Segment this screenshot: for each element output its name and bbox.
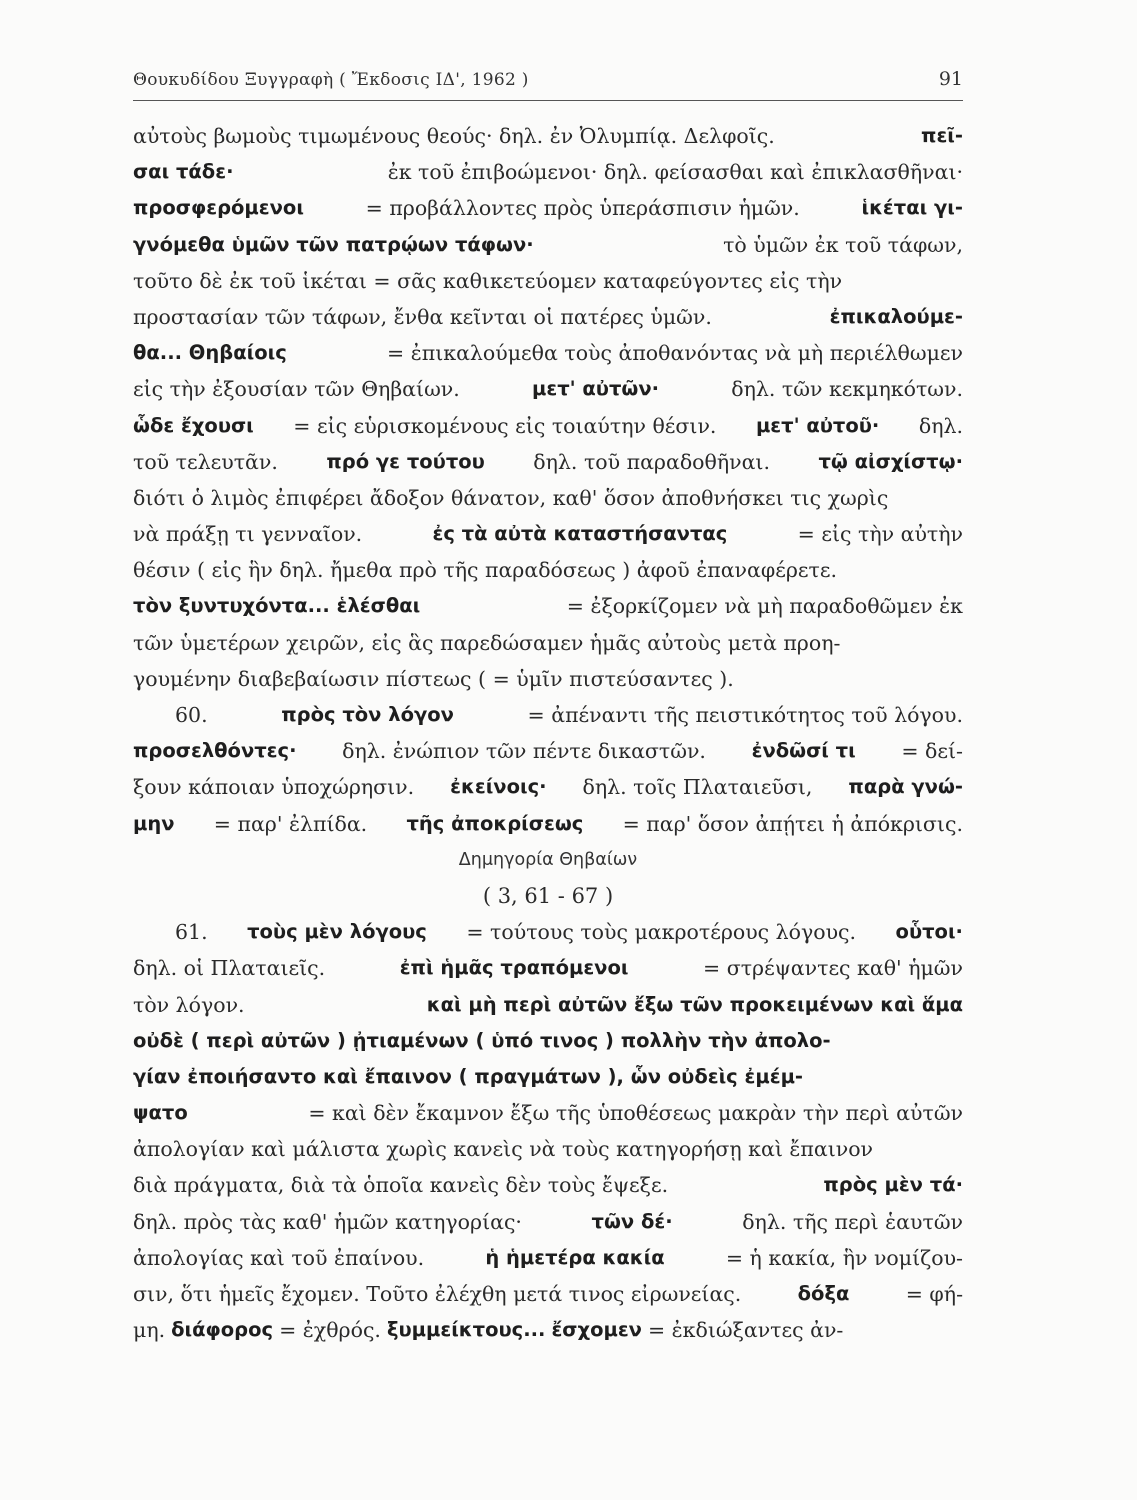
text-line [133, 190, 963, 226]
gloss: = παρ' ἐλπίδα. [213, 811, 368, 836]
text-line [133, 408, 963, 444]
section-heading: Δημηγορία Θηβαίων [458, 849, 638, 870]
header-title: Θουκυδίδου Ξυγγραφὴ ( Ἔκδοσις ΙΔ', 1962 ) [133, 70, 529, 90]
lemma: τοὺς μὲν λόγους [247, 920, 427, 944]
gloss: = καὶ δὲν ἔκαμνον ἔξω τῆς ὑποθέσεως μακρὰν τὴν περὶ αὐτῶν [308, 1101, 963, 1126]
lemma: γνόμεθα ὑμῶν τῶν πατρῴων τάφων· [133, 232, 534, 256]
gloss: ἀπολογίαν καὶ μάλιστα χωρὶς κανεὶς νὰ τοὺς κατηγορήσῃ καὶ ἔπαινον [133, 1137, 874, 1162]
gloss: τοῦ τελευτᾶν. [133, 449, 278, 474]
text-line [133, 1276, 963, 1312]
lemma: σαι τάδε· [133, 160, 234, 184]
text-line [133, 1204, 963, 1240]
lemma: τῷ αἰσχίστῳ· [818, 449, 963, 473]
gloss: δηλ. πρὸς τὰς καθ' ἡμῶν κατηγορίας· [133, 1209, 522, 1234]
text-line [133, 335, 963, 371]
text-line [133, 878, 963, 914]
commentary-body [133, 118, 963, 1348]
gloss: δηλ. τοῦ παραδοθῆναι. [533, 449, 770, 474]
gloss: δηλ. οἱ Πλαταιεῖς. [133, 956, 326, 981]
gloss: ἀπολογίας καὶ τοῦ ἐπαίνου. [133, 1245, 425, 1270]
text-line [133, 1131, 963, 1167]
lemma: γίαν ἐποιήσαντο καὶ ἔπαινον ( πραγμάτων ), ὧν οὐδεὶς ἐμέμ- [133, 1064, 804, 1088]
gloss: = ἐκδιώξαντες ἀν- [647, 1318, 844, 1343]
text-line [133, 806, 963, 842]
lemma: πρό γε τούτου [326, 449, 485, 473]
text-line [133, 444, 963, 480]
text-line [133, 154, 963, 190]
lemma: παρὰ γνώ- [848, 775, 963, 799]
text-line [133, 588, 963, 624]
gloss: 60. [175, 703, 208, 727]
text-line [133, 118, 963, 154]
gloss: διὰ πράγματα, διὰ τὰ ὁποῖα κανεὶς δὲν τοὺς ἔψεξε. [133, 1173, 669, 1198]
gloss: = ἡ κακία, ἣν νομίζου- [725, 1245, 963, 1270]
lemma: πεῖ- [921, 124, 963, 147]
text-line [133, 1059, 963, 1095]
text-line [133, 950, 963, 986]
lemma: οὐδὲ ( περὶ αὐτῶν ) ᾐτιαμένων ( ὑπό τινος ) πολλὴν τὴν ἀπολο- [133, 1028, 831, 1052]
text-line [133, 733, 963, 769]
gloss: γουμένην διαβεβαίωσιν πίστεως ( = ὑμῖν πιστεύσαντες ). [133, 666, 734, 691]
gloss: = παρ' ὅσον ἀπῄτει ἡ ἀπόκρισις. [622, 811, 963, 836]
text-line [133, 299, 963, 335]
gloss: δηλ. ἐνώπιον τῶν πέντε δικαστῶν. [342, 739, 706, 764]
gloss: = ἐπικαλούμεθα τοὺς ἀποθανόντας νὰ μὴ περιέλθωμεν [387, 341, 963, 366]
lemma: ψατο [133, 1101, 188, 1125]
text-line [133, 1023, 963, 1059]
text-line [133, 987, 963, 1023]
text-line [133, 625, 963, 661]
gloss: προστασίαν τῶν τάφων, ἔνθα κεῖνται οἱ πατέρες ὑμῶν. [133, 304, 712, 329]
gloss: θέσιν ( εἰς ἣν δηλ. ἤμεθα πρὸ τῆς παραδόσεως ) ἀφοῦ ἐπαναφέρετε. [133, 558, 837, 583]
gloss: = δεί- [901, 739, 963, 764]
lemma: ἐνδῶσί τι [751, 739, 856, 763]
gloss: τὸν λόγον. [133, 992, 245, 1017]
lemma: καὶ μὴ περὶ αὐτῶν ἔξω τῶν προκειμένων καὶ ἅμα [426, 992, 963, 1016]
gloss: τὸ ὑμῶν ἐκ τοῦ τάφων, [723, 232, 963, 257]
text-line [133, 480, 963, 516]
gloss: αὐτοὺς βωμοὺς τιμωμένους θεούς· δηλ. ἐν Ὀλυμπίᾳ. Δελφοῖς. [133, 124, 775, 148]
text-line [133, 516, 963, 552]
gloss: = εἰς εὑρισκομένους εἰς τοιαύτην θέσιν. [293, 413, 717, 438]
lemma: ἐπὶ ἡμᾶς τραπόμενοι [399, 956, 629, 980]
gloss: δηλ. τῆς περὶ ἑαυτῶν [742, 1209, 963, 1234]
gloss: = στρέψαντες καθ' ἡμῶν [703, 956, 963, 981]
lemma: ἱκέται γι- [861, 196, 963, 220]
lemma: ξυμμείκτους... [386, 1318, 546, 1342]
lemma: προσφερόμενοι [133, 196, 304, 220]
lemma: διάφορος [171, 1318, 274, 1342]
lemma: τὸν ξυντυχόντα... ἑλέσθαι [133, 594, 421, 618]
section-reference: ( 3, 61 - 67 ) [482, 883, 614, 908]
gloss: = προβάλλοντες πρὸς ὑπεράσπισιν ἡμῶν. [365, 196, 800, 221]
text-line [133, 1095, 963, 1131]
text-line [133, 842, 963, 878]
lemma: πρὸς μὲν τά· [823, 1173, 963, 1197]
text-line [133, 263, 963, 299]
gloss: δηλ. [918, 413, 963, 438]
lemma: μην [133, 811, 175, 835]
gloss: σιν, ὅτι ἡμεῖς ἔχομεν. Τοῦτο ἐλέχθη μετά τινος εἰρωνείας. [133, 1282, 742, 1306]
text-line [133, 769, 963, 805]
text-line [133, 552, 963, 588]
text-line [133, 1167, 963, 1203]
gloss: ἐκ τοῦ ἐπιβοώμενοι· δηλ. φείσασθαι καὶ ἐπικλασθῆναι· [387, 160, 963, 185]
lemma: τῶν δέ· [591, 1209, 673, 1233]
gloss: = τούτους τοὺς μακροτέρους λόγους. [466, 920, 857, 945]
gloss: μη. [133, 1318, 166, 1343]
gloss: = ἐξορκίζομεν νὰ μὴ παραδοθῶμεν ἐκ [566, 594, 963, 619]
text-line [133, 697, 963, 733]
text-line [133, 371, 963, 407]
lemma: ἐπικαλούμε- [829, 304, 963, 328]
gloss: = εἰς τὴν αὐτὴν [797, 522, 963, 547]
lemma: ὧδε ἔχουσι [133, 413, 254, 437]
gloss: = ἐχθρός. [279, 1318, 381, 1343]
lemma: ἐκείνοις· [450, 775, 547, 799]
lemma: ἐς τὰ αὐτὰ καταστήσαντας [432, 522, 728, 546]
gloss: εἰς τὴν ἐξουσίαν τῶν Θηβαίων. [133, 377, 460, 402]
page-number: 91 [938, 68, 963, 90]
gloss: ξουν κάποιαν ὑποχώρησιν. [133, 775, 415, 800]
gloss: 61. [175, 920, 208, 945]
text-line [133, 1312, 963, 1348]
gloss: = ἀπέναντι τῆς πειστικότητος τοῦ λόγου. [527, 703, 963, 727]
lemma: τῆς ἀποκρίσεως [406, 811, 584, 835]
text-line [133, 1240, 963, 1276]
gloss: τῶν ὑμετέρων χειρῶν, εἰς ἃς παρεδώσαμεν ἡμᾶς αὐτοὺς μετὰ προη- [133, 630, 841, 655]
gloss: δηλ. τῶν κεκμηκότων. [731, 377, 963, 402]
lemma: δόξα [797, 1282, 850, 1305]
lemma: πρὸς τὸν λόγον [281, 703, 454, 726]
gloss: δηλ. τοῖς Πλαταιεῦσι, [582, 775, 813, 800]
gloss: νὰ πράξῃ τι γενναῖον. [133, 522, 363, 547]
lemma: οὗτοι· [895, 920, 963, 944]
text-line [133, 914, 963, 950]
lemma: προσελθόντες· [133, 739, 297, 763]
lemma: μετ' αὐτοῦ· [755, 413, 880, 437]
gloss: = φή- [905, 1282, 963, 1306]
lemma: θα... Θηβαίοις [133, 341, 287, 365]
lemma: ἔσχομεν [551, 1318, 642, 1342]
lemma: ἡ ἡμετέρα κακία [485, 1245, 665, 1269]
text-line [133, 661, 963, 697]
gloss: διότι ὁ λιμὸς ἐπιφέρει ἄδοξον θάνατον, καθ' ὅσον ἀποθνήσκει τις χωρὶς [133, 485, 889, 510]
running-header [133, 68, 963, 101]
text-line [133, 227, 963, 263]
lemma: μετ' αὐτῶν· [531, 377, 660, 401]
gloss: τοῦτο δὲ ἐκ τοῦ ἱκέται = σᾶς καθικετεύομεν καταφεύγοντες εἰς τὴν [133, 268, 843, 293]
